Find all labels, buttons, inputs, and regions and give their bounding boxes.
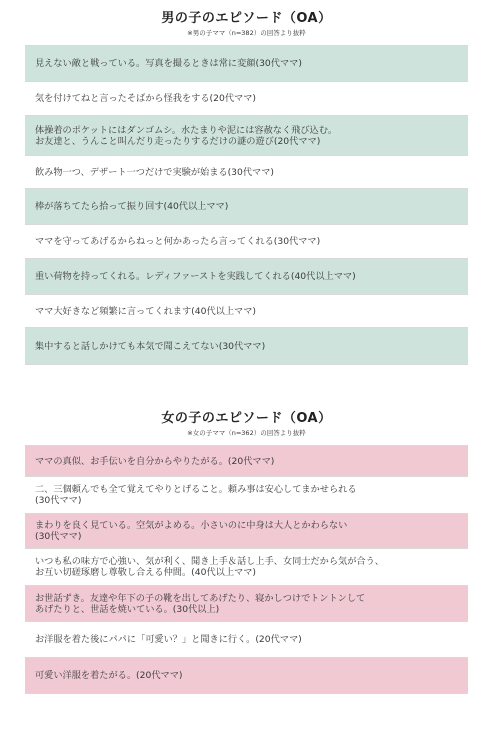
girls-section-title: 女の子のエピソード（OA） — [161, 411, 332, 426]
girls-episode-row-6: お洋服を着た後にパパに「可愛い？」と聞きに行く。(20代ママ) — [25, 622, 468, 658]
boys-episode-section — [25, 10, 468, 365]
boys-episode-row-9: 集中すると話しかけても本気で聞こえてない(30代ママ) — [25, 328, 468, 365]
boys-episode-row-1: 見えない敵と戦っている。写真を撮るときは常に変顔(30代ママ) — [25, 46, 468, 82]
boys-episode-row-7: 重い荷物を持ってくれる。レディファーストを実践してくれる(40代以上ママ) — [25, 259, 468, 295]
girls-episode-section — [25, 410, 468, 694]
girls-episode-list — [25, 445, 468, 694]
boys-episode-row-5: 棒が落ちてたら拾って振り回す(40代以上ママ) — [25, 189, 468, 225]
boys-episode-row-8: ママ大好きなど頻繁に言ってくれます(40代以上ママ) — [25, 295, 468, 328]
girls-episode-row-7: 可愛い洋服を着たがる。(20代ママ) — [25, 658, 468, 694]
girls-episode-row-5: お世話ずき。友達や年下の子の靴を出してあげたり、寝かしつけでトントンして あげたりと、世話を焼いている。(30代以上) — [25, 586, 468, 622]
girls-episode-row-4: いつも私の味方で心強い、気が利く、聞き上手＆話し上手、女同士だから気が合う、 お互い切磋琢磨し尊敬し合える仲間。(40代以上ママ) — [25, 549, 468, 586]
girls-episode-row-1: ママの真似、お手伝いを自分からやりたがる。(20代ママ) — [25, 446, 468, 477]
boys-section-title: 男の子のエピソード（OA） — [161, 11, 332, 26]
girls-episode-row-3: まわりを良く見ている。空気がよめる。小さいのに中身は大人とかわらない (30代ママ) — [25, 514, 468, 549]
boys-episode-row-3: 体操着のポケットにはダンゴムシ。水たまりや泥には容赦なく飛び込む。 お友達と、うんこと叫んだり走ったりするだけの謎の遊び(20代ママ) — [25, 116, 468, 156]
boys-episode-row-4: 飲み物一つ、デザート一つだけで実験が始まる(30代ママ) — [25, 156, 468, 189]
boys-episode-list — [25, 45, 468, 365]
boys-episode-row-6: ママを守ってあげるからねっと何かあったら言ってくれる(30代ママ) — [25, 225, 468, 259]
girls-episode-row-2: 二、三個頼んでも全て覚えてやりとげること。頼み事は安心してまかせられる (30代ママ) — [25, 477, 468, 514]
girls-section-subtitle: ※女の子ママ（n=362）の回答より抜粋 — [187, 429, 306, 437]
boys-section-subtitle: ※男の子ママ（n=382）の回答より抜粋 — [187, 29, 306, 37]
boys-episode-row-2: 気を付けてねと言ったそばから怪我をする(20代ママ) — [25, 82, 468, 116]
